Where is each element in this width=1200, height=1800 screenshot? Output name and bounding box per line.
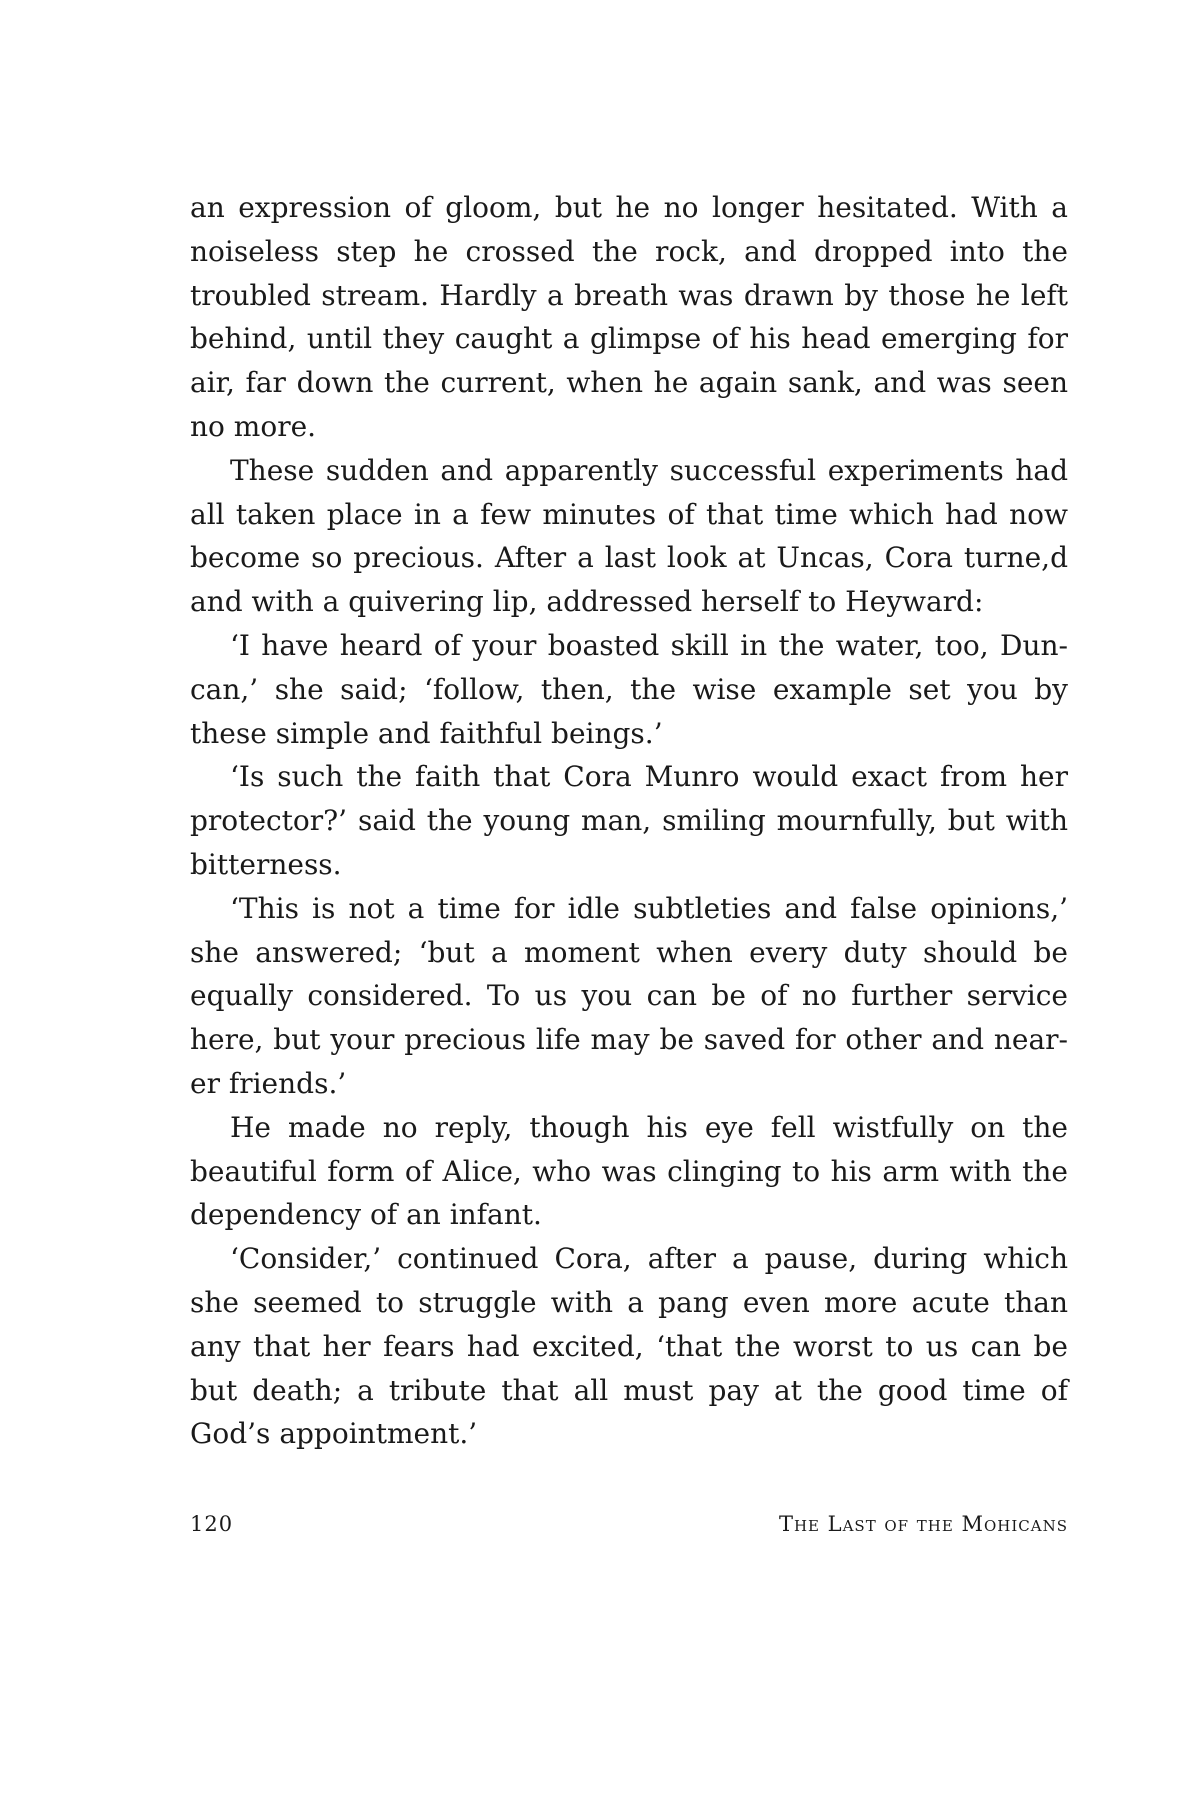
paragraph-6: He made no reply, though his eye fell wistfully on the beautiful form of Alice, who was clinging to his arm with the dependency of an infant. — [190, 1110, 1068, 1232]
page-footer — [190, 1512, 1068, 1552]
paragraph-3: ‘I have heard of your boasted skill in the water, too, Duncan,’ she said; ‘follow, then, the wise example set you by these simple and faithful beings.’ — [190, 628, 1068, 750]
running-title: The Last of the Mohicans — [778, 1512, 1068, 1536]
page-number: 120 — [190, 1512, 234, 1536]
paragraph-4: ‘Is such the faith that Cora Munro would exact from her protector?’ said the young man, smiling mournfully, but with bitterness. — [190, 760, 1068, 881]
paragraph-2: These sudden and apparently successful experiments had all taken place in a few minutes of that time which had now become so precious. After a last look at Uncas, Cora turne,d and with a quivering lip, addressed herself to Heyward: — [190, 453, 1068, 619]
paragraph-1: an expression of gloom, but he no longer hesitated. With a noiseless step he crossed the rock, and dropped into the troubled stream. Hardly a breath was drawn by those he left behind, until they caught a glimpse of his head emerging for air, far down the current, when he again sank, and was seen no more. — [190, 191, 1068, 443]
body-text — [190, 186, 1068, 1456]
paragraph-5: ‘This is not a time for idle subtleties and false opinions,’ she answered; ‘but a moment when every duty should be equally considered. To us you can be of no further service here, but your precious life may be saved for other and nearer friends.’ — [190, 891, 1068, 1100]
paragraph-7: ‘Consider,’ continued Cora, after a pause, during which she seemed to struggle with a pang even more acute than any that her fears had excited, ‘that the worst to us can be but death; a tribute that all must pay at the good time of God’s appointment.’ — [190, 1242, 1068, 1451]
